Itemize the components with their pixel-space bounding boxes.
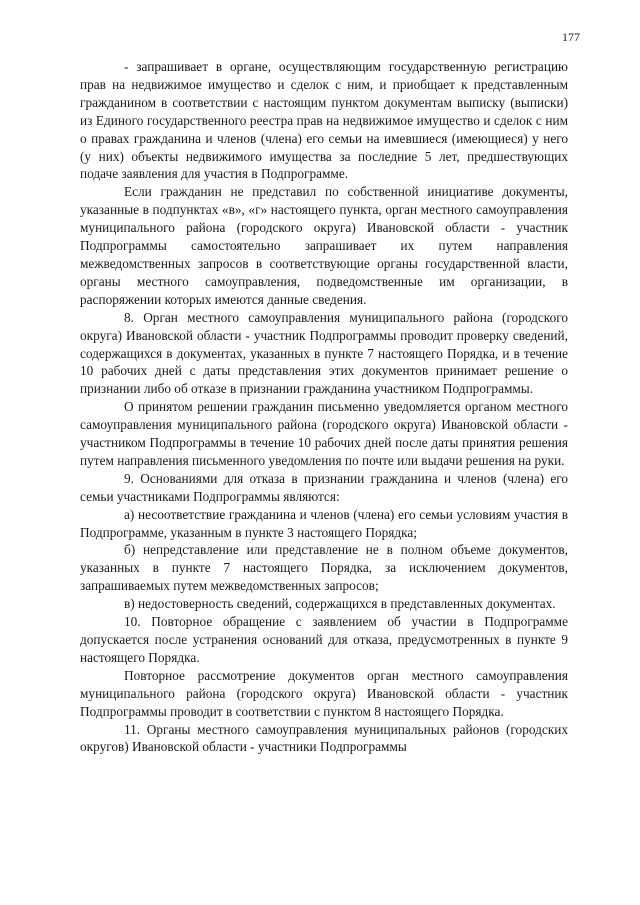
paragraph: Повторное рассмотрение документов орган местного самоуправления муниципального района (городского округа) Ивановской области - участник Подпрограммы проводит в соответствии с пунктом 8 настоящего Порядка. [80,667,568,719]
page-number: 177 [562,30,580,44]
paragraph: О принятом решении гражданин письменно уведомляется органом местного самоуправления муниципального района (городского округа) Ивановской области - участником Подпрограммы в течение 10 рабочих дней после даты принятия решения путем направления письменного уведомления по почте или выдачи решения на руки. [80,399,568,468]
paragraph: 10. Повторное обращение с заявлением об участии в Подпрограмме допускается после устранения оснований для отказа, предусмотренных в пункте 9 настоящего Порядка. [80,614,568,665]
paragraph: - запрашивает в органе, осуществляющим государственную регистрацию прав на недвижимое имущество и сделок с ним, и приобщает к представленным гражданином в соответствии с настоящим пунктом документам выписку (выписки) из Единого государственного реестра прав на недвижимое имущество и сделок с ним о правах гражданина и членов (члена) его семьи на имевшиеся (имеющиеся) у него (у них) объекты недвижимого имущества за последние 5 лет, предшествующих подаче заявления для участия в Подпрограмме. [80,59,568,182]
paragraph: 11. Органы местного самоуправления муниципальных районов (городских округов) Ивановской области - участники Подпрограммы [80,721,568,755]
paragraph: 8. Орган местного самоуправления муниципального района (городского округа) Ивановской области - участник Подпрограммы проводит проверку сведений, содержащихся в документах, указанных в пункте 7 настоящего Порядка, и в течение 10 рабочих дней с даты представления этих документов принимает решение о признании либо об отказе в признании гражданина участником Подпрограммы. [80,309,568,397]
document-body [80,58,568,756]
paragraph: а) несоответствие гражданина и членов (члена) его семьи условиям участия в Подпрограмме, указанным в пункте 3 настоящего Порядка; [80,506,568,540]
paragraph: б) непредставление или представление не в полном объеме документов, указанных в пункте 7 настоящего Порядка, за исключением документов, запрашиваемых путем межведомственных запросов; [80,542,568,594]
paragraph: Если гражданин не представил по собственной инициативе документы, указанные в подпунктах «в», «г» настоящего пункта, орган местного самоуправления муниципального района (городского округа) Ивановской области - участник Подпрограммы самостоятельно запрашивает их путем направления межведомственных запросов в соответствующие органы государственной власти, органы местного самоуправления, подведомственные им организации, в распоряжении которых имеются данные сведения. [80,184,568,307]
paragraph: в) недостоверность сведений, содержащихся в представленных документах. [124,596,556,612]
paragraph: 9. Основаниями для отказа в признании гражданина и членов (члена) его семьи участниками Подпрограммы являются: [80,470,568,504]
